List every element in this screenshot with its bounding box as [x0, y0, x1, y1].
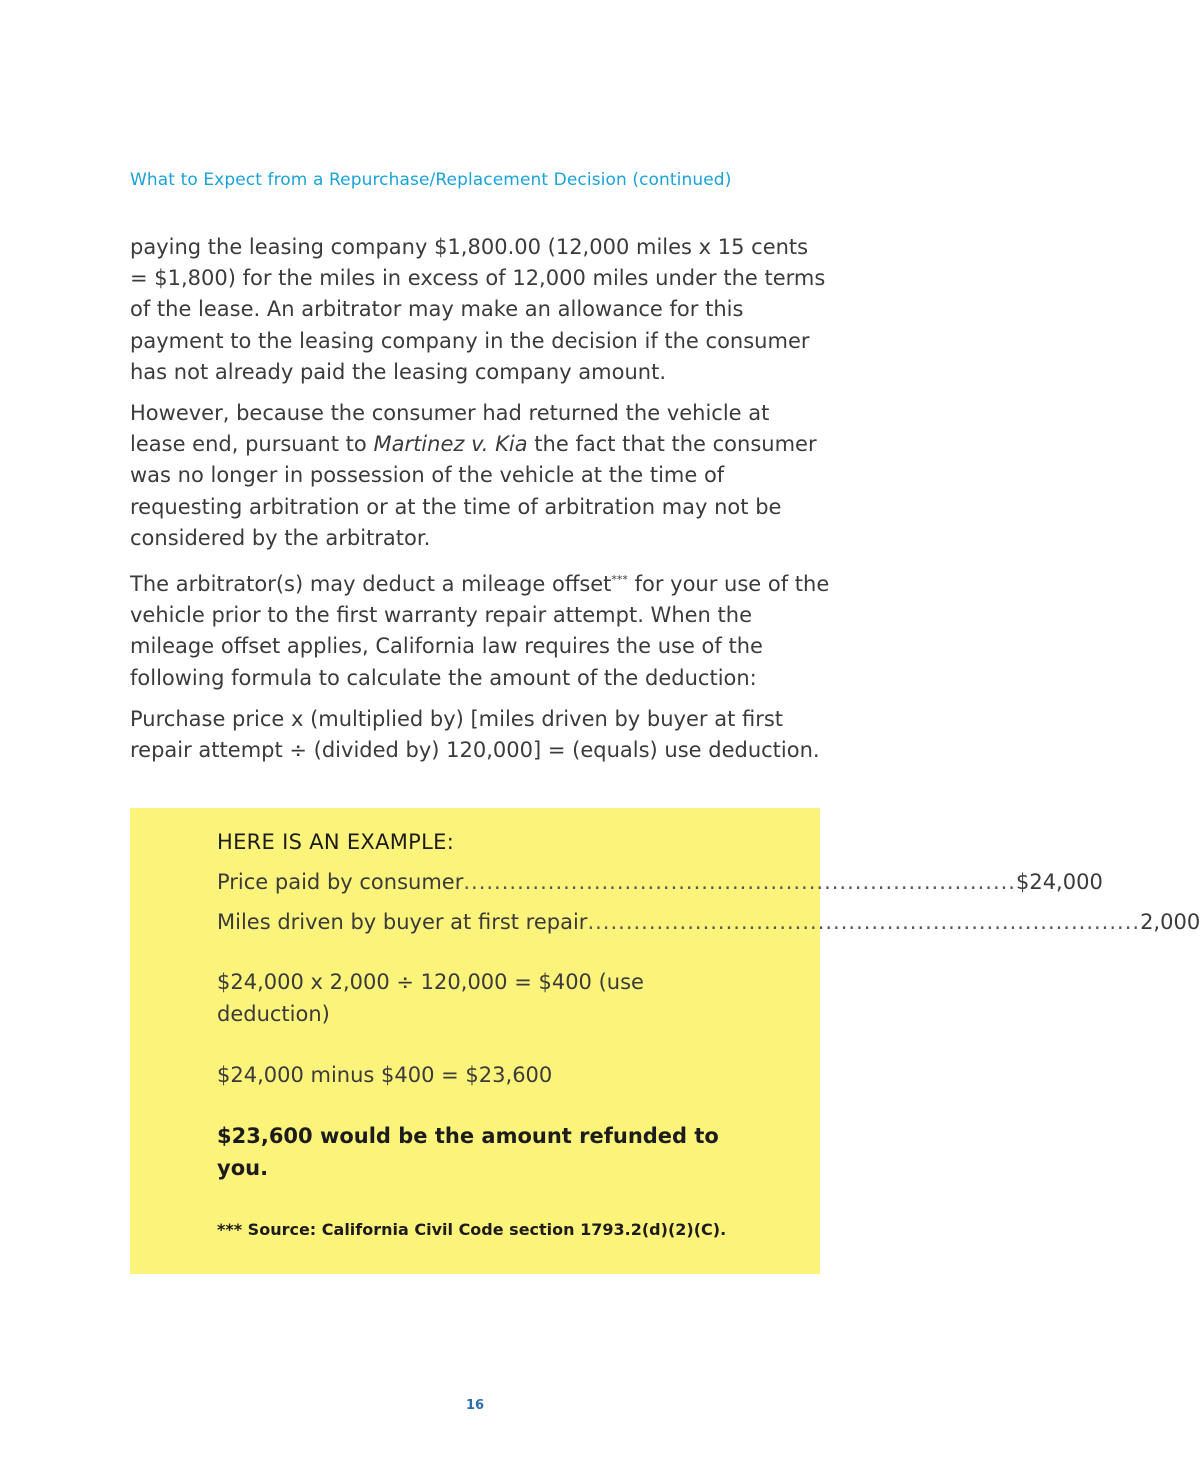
- minus-line: $24,000 minus $400 = $23,600: [217, 1063, 553, 1087]
- price-label: Price paid by consumer: [217, 870, 464, 894]
- source-citation: *** Source: California Civil Code section 1793.2(d)(2)(C).: [217, 1220, 727, 1239]
- refund-line: $23,600 would be the amount refunded to you.: [217, 1124, 719, 1180]
- body-text: [130, 232, 830, 776]
- example-heading: HERE IS AN EXAMPLE:: [217, 830, 455, 854]
- paragraph-mileage-offset: [130, 564, 830, 694]
- paragraph-offset-start: The arbitrator(s) may deduct a mileage offset: [130, 572, 612, 597]
- paragraph-lease-payment: paying the leasing company $1,800.00 (12,000 miles x 15 cents = $1,800) for the miles in excess of 12,000 miles under the terms of the lease. An arbitrator may make an allowance for this payment to the leasing company in the decision if the consumer has not already paid the leasing company amount.: [130, 235, 826, 384]
- example-box: [130, 808, 1200, 1274]
- price-row: [217, 866, 1103, 906]
- miles-value: 2,000: [1140, 910, 1200, 934]
- miles-row: [217, 906, 1200, 946]
- case-name: Martinez v. Kia: [373, 432, 528, 457]
- leader-dots: ........................................................................: [587, 910, 1141, 934]
- paragraph-formula: Purchase price x (multiplied by) [miles driven by buyer at first repair attempt ÷ (divided by) 120,000] = (equals) use deduction.: [130, 706, 820, 763]
- price-value: $24,000: [1015, 870, 1103, 894]
- miles-label: Miles driven by buyer at first repair: [217, 910, 588, 934]
- running-head: What to Expect from a Repurchase/Replacement Decision (continued): [130, 170, 732, 190]
- leader-dots: ........................................................................: [463, 870, 1016, 894]
- paragraph-martinez-start: However, because the consumer had returned the vehicle at lease end, pursuant to: [130, 401, 770, 457]
- footnote-marker: ***: [611, 573, 628, 587]
- calculation-line: $24,000 x 2,000 ÷ 120,000 = $400 (use deduction): [217, 970, 644, 1026]
- paragraph-offset-end: for your use of the vehicle prior to the first warranty repair attempt. When the mileage offset applies, California law requires the use of the following formula to calculate the amount of the deduction:: [130, 572, 830, 690]
- page-number: 16: [465, 1398, 485, 1413]
- paragraph-martinez-end: the fact that the consumer was no longer in possession of the vehicle at the time of requesting arbitration or at the time of arbitration may not be considered by the arbitrator.: [130, 432, 817, 550]
- example-content: [217, 826, 1200, 1184]
- paragraph-martinez: [130, 398, 830, 554]
